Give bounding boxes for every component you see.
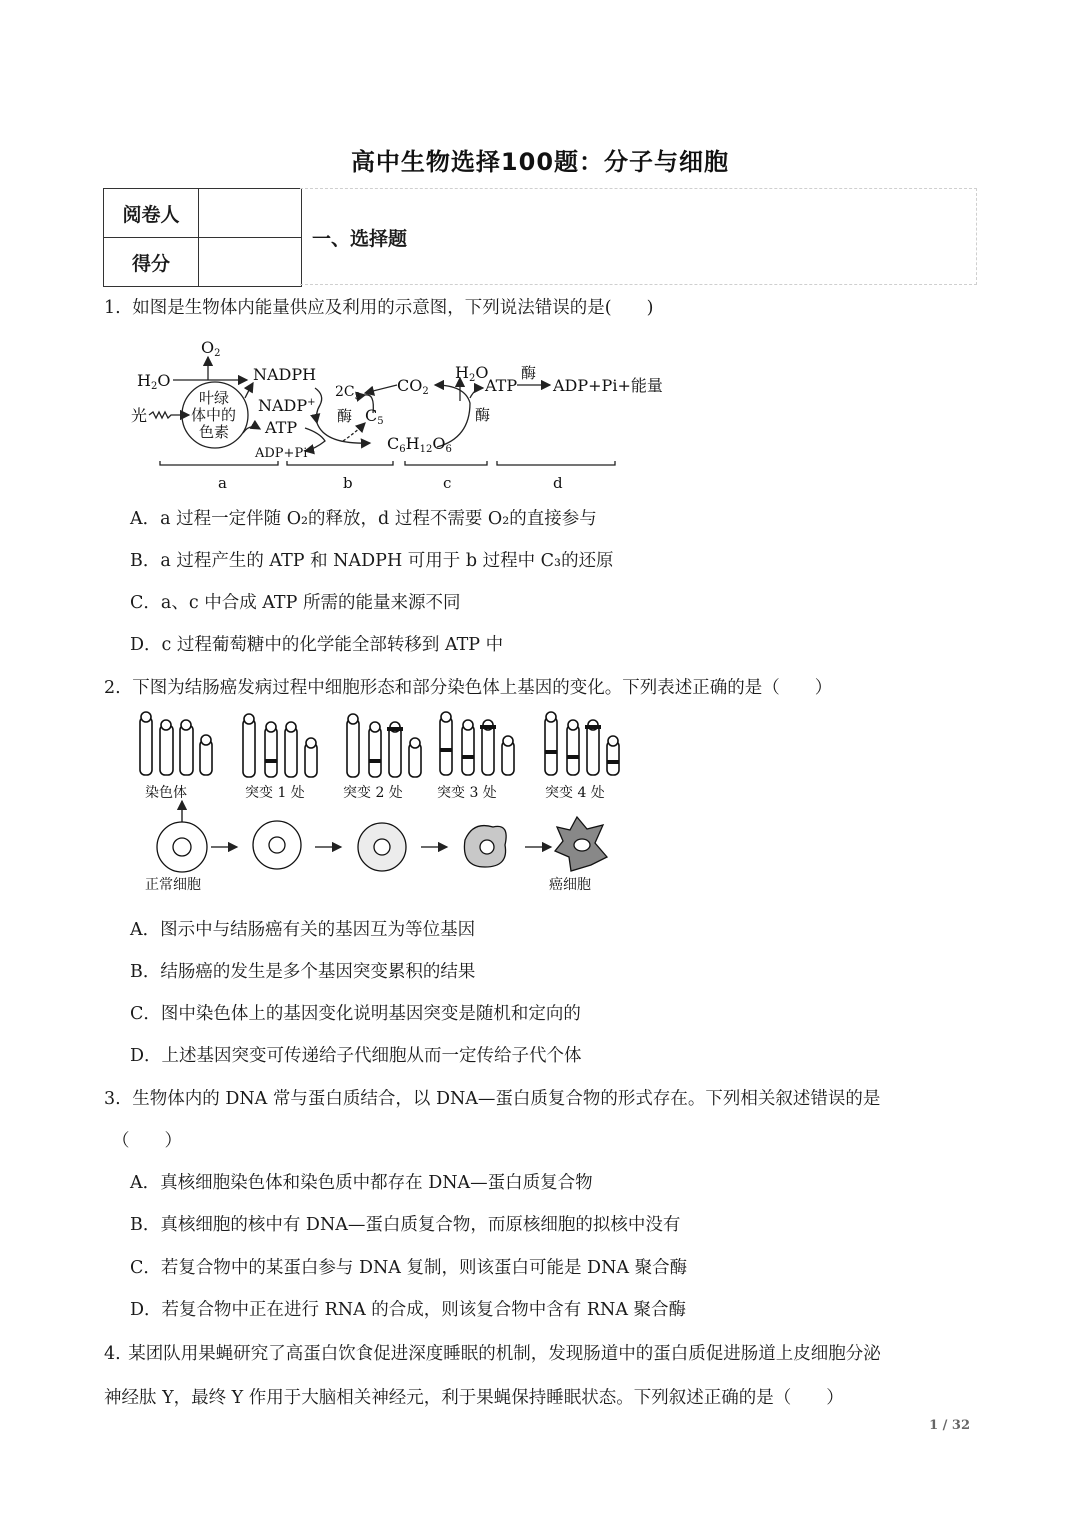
svg-text:O2: O2 (201, 338, 221, 359)
svg-text:a: a (218, 474, 227, 492)
svg-text:突变 3 处: 突变 3 处 (437, 785, 497, 801)
svg-text:CO2: CO2 (397, 376, 429, 397)
q2-option-c[interactable]: C．图中染色体上的基因变化说明基因突变是随机和定向的 (130, 1004, 581, 1024)
svg-text:染色体: 染色体 (145, 785, 187, 801)
svg-text:叶绿: 叶绿 (199, 389, 230, 407)
svg-text:正常细胞: 正常细胞 (145, 877, 201, 893)
colon-cancer-diagram (125, 705, 645, 900)
q3-option-b[interactable]: B．真核细胞的核中有 DNA—蛋白质复合物，而原核细胞的拟核中没有 (130, 1215, 681, 1235)
svg-text:癌细胞: 癌细胞 (549, 877, 591, 893)
svg-text:C6H12O6: C6H12O6 (387, 434, 452, 455)
q1-option-b[interactable]: B．a 过程产生的 ATP 和 NADPH 可用于 b 过程中 C₃的还原 (130, 551, 614, 571)
score-row-reviewer (104, 189, 302, 238)
q3-option-d[interactable]: D．若复合物中正在进行 RNA 的合成，则该复合物中含有 RNA 聚合酶 (130, 1300, 687, 1320)
svg-text:突变 2 处: 突变 2 处 (343, 785, 403, 801)
q1-option-c[interactable]: C．a、c 中合成 ATP 所需的能量来源不同 (130, 593, 461, 613)
svg-text:突变 1 处: 突变 1 处 (245, 785, 305, 801)
question-1-stem (104, 296, 653, 320)
reviewer-field[interactable] (199, 189, 302, 238)
score-row-score (104, 238, 302, 287)
svg-text:2C3: $2C_3$ (335, 384, 361, 402)
score-label: 得分 (104, 238, 199, 287)
q2-option-a[interactable]: A．图示中与结肠癌有关的基因互为等位基因 (130, 920, 476, 940)
svg-text:突变 4 处: 突变 4 处 (545, 785, 605, 801)
svg-text:酶: 酶 (475, 406, 491, 424)
q2-option-d[interactable]: D．上述基因突变可传递给子代细胞从而一定传给子代个体 (130, 1046, 582, 1066)
svg-text:酶: 酶 (337, 407, 353, 425)
svg-text:H2O: H2O (455, 363, 489, 384)
svg-text:d: d (553, 474, 563, 492)
question-3-answer-blank: （ ） (112, 1131, 182, 1151)
svg-text:H2O: H2O (137, 371, 171, 392)
svg-text:ATP: ATP (485, 376, 518, 395)
section-title: 一、选择题 (312, 228, 408, 250)
svg-text:体中的: 体中的 (191, 406, 237, 424)
q3-option-c[interactable]: C．若复合物中的某蛋白参与 DNA 复制，则该蛋白可能是 DNA 聚合酶 (130, 1258, 688, 1278)
svg-text:b: b (343, 474, 353, 492)
question-number: 1. (104, 298, 121, 318)
question-2-stem: 2. 下图为结肠癌发病过程中细胞形态和部分染色体上基因的变化。下列表述正确的是（ ） (104, 678, 833, 698)
question-4-stem: 4. 某团队用果蝇研究了高蛋白饮食促进深度睡眠的机制，发现肠道中的蛋白质促进肠道上皮细胞分泌 (104, 1344, 881, 1364)
svg-text:NADPH: NADPH (253, 365, 317, 384)
energy-supply-diagram (125, 333, 685, 498)
question-text: 如图是生物体内能量供应及利用的示意图，下列说法错误的是( ) (132, 298, 654, 318)
svg-text:ADP+Pi: ADP+Pi (255, 446, 308, 461)
svg-text:光: 光 (131, 406, 148, 425)
q1-option-a[interactable]: A．a 过程一定伴随 O₂的释放，d 过程不需要 O₂的直接参与 (130, 509, 597, 529)
score-table (103, 188, 302, 287)
q3-option-a[interactable]: A．真核细胞染色体和染色质中都存在 DNA—蛋白质复合物 (130, 1173, 593, 1193)
svg-text:色素: 色素 (199, 423, 230, 441)
svg-text:NADP+: NADP+ (258, 396, 316, 415)
q1-option-d[interactable]: D．c 过程葡萄糖中的化学能全部转移到 ATP 中 (130, 635, 504, 655)
svg-text:ATP: ATP (265, 418, 298, 437)
svg-text:酶: 酶 (521, 364, 537, 382)
svg-text:ADP+Pi+能量: ADP+Pi+能量 (553, 376, 663, 395)
question-3-stem: 3. 生物体内的 DNA 常与蛋白质结合，以 DNA—蛋白质复合物的形式存在。下列相关叙述错误的是 (104, 1089, 881, 1109)
page-number: 1 / 32 (929, 1418, 970, 1433)
reviewer-label: 阅卷人 (104, 189, 199, 238)
question-4-stem-cont: 神经肽 Y，最终 Y 作用于大脑相关神经元，利于果蝇保持睡眠状态。下列叙述正确的是（ ） (104, 1388, 844, 1408)
svg-text:c: c (443, 474, 452, 492)
score-field[interactable] (199, 238, 302, 287)
document-title: 高中生物选择100题：分子与细胞 (350, 148, 730, 176)
svg-text:C5: C5 (365, 406, 384, 427)
q2-option-b[interactable]: B．结肠癌的发生是多个基因突变累积的结果 (130, 962, 476, 982)
